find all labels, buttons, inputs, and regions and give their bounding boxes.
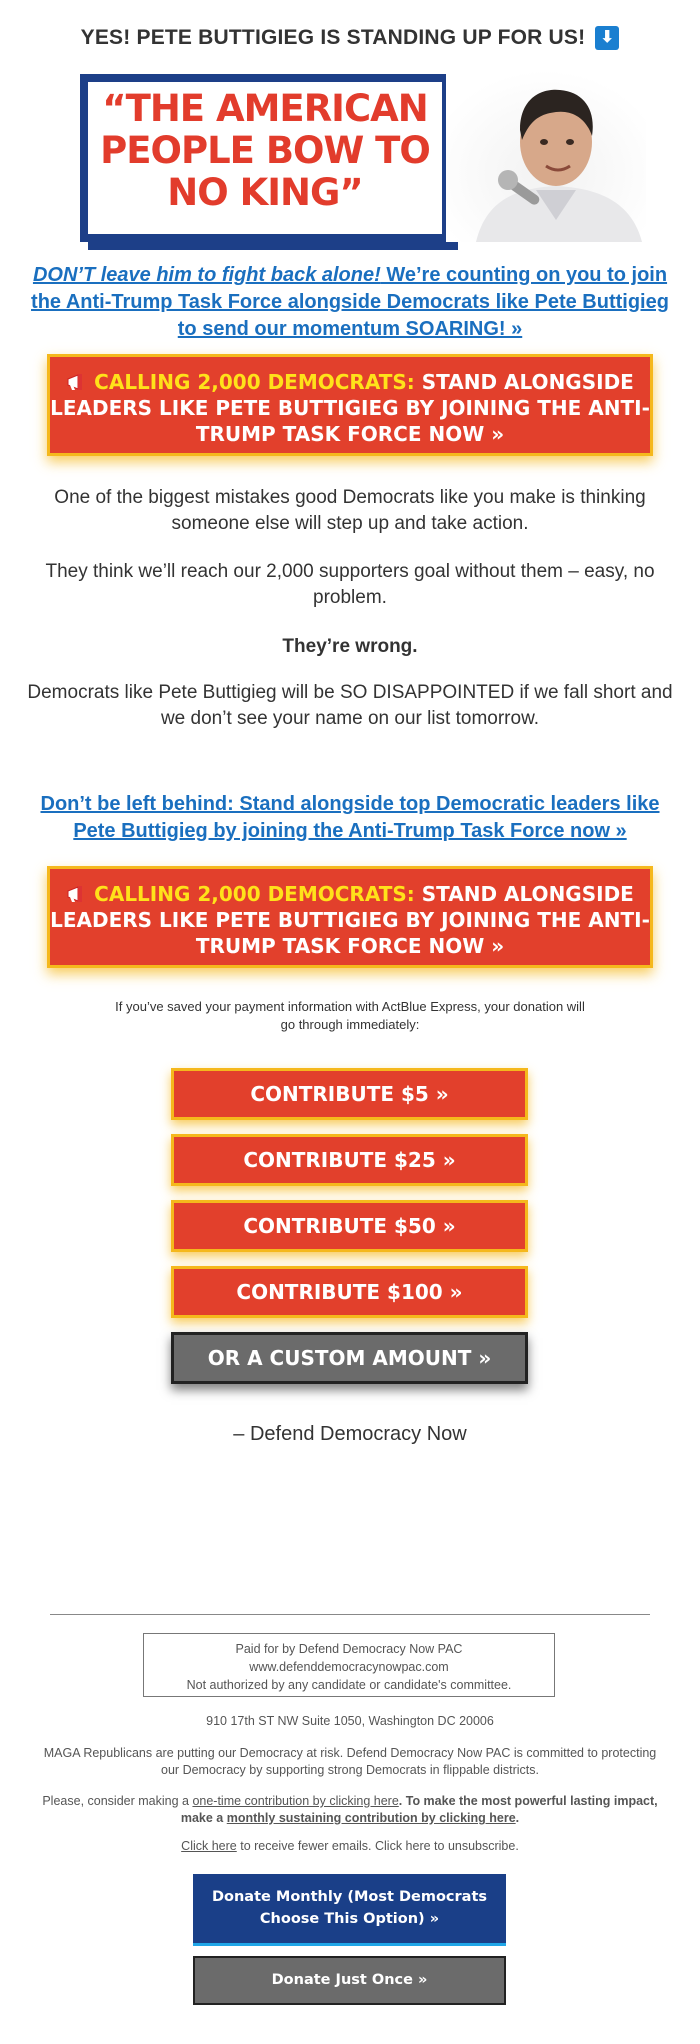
lead-link-italic[interactable]: DON’T leave him to fight back alone!: [32, 264, 381, 286]
megaphone-icon: [66, 373, 88, 391]
info-arrow-down-icon: ⬇: [595, 26, 619, 50]
cta-text: STAND ALONGSIDE LEADERS LIKE PETE BUTTIGIEG BY JOINING THE ANTI-TRUMP TASK FORCE NOW »: [50, 882, 650, 958]
mid-link[interactable]: Don’t be left behind: Stand alongside top Democratic leaders like Pete Buttigieg by joining the Anti-Trump Task Force now »: [40, 793, 660, 842]
donate-monthly-button[interactable]: [193, 1874, 506, 1946]
headline: [0, 26, 700, 50]
donate-monthly-line: Choose This Option) »: [259, 1911, 440, 1927]
contribute-5-button[interactable]: CONTRIBUTE $5 »: [171, 1068, 528, 1120]
website-line: www.defenddemocracynowpac.com: [249, 1660, 449, 1674]
not-authorized-line: Not authorized by any candidate or candidate's committee.: [186, 1678, 512, 1692]
cta-highlight: CALLING 2,000 DEMOCRATS:: [94, 882, 415, 906]
megaphone-icon: [66, 885, 88, 903]
footer-fewer-emails: [40, 1838, 660, 1855]
lead-link-rest[interactable]: We’re counting on you to join the Anti-Trump Task Force alongside Democrats like Pete Buttigieg to send our momentum SOARING! »: [31, 264, 669, 340]
actblue-note: If you’ve saved your payment information with ActBlue Express, your donation will go through immediately:: [115, 999, 585, 1032]
paid-for-line: Paid for by Defend Democracy Now PAC: [235, 1642, 463, 1656]
body-paragraph: One of the biggest mistakes good Democrats like you make is thinking someone else will step up and take action.: [54, 487, 646, 534]
contribute-50-button[interactable]: CONTRIBUTE $50 »: [171, 1200, 528, 1252]
body-paragraph: Democrats like Pete Buttigieg will be SO DISAPPOINTED if we fall short and we don’t see your name on our list tomorrow.: [27, 682, 673, 729]
hero-quote: [88, 88, 442, 214]
consider-text: Please, consider making a: [42, 1794, 193, 1808]
body-paragraph-bold: They’re wrong.: [282, 636, 418, 657]
footer-address: 910 17th ST NW Suite 1050, Washington DC 20006: [206, 1714, 494, 1728]
contribute-100-button[interactable]: CONTRIBUTE $100 »: [171, 1266, 528, 1318]
hero-quote-line: “THE AMERICAN: [102, 87, 428, 130]
lead-link[interactable]: [30, 262, 670, 343]
hero-quote-line: PEOPLE BOW TO: [100, 129, 430, 172]
consider-end: .: [515, 1811, 520, 1825]
donate-once-button[interactable]: Donate Just Once »: [193, 1956, 506, 2005]
task-force-cta-button[interactable]: [47, 866, 653, 968]
fewer-emails-link[interactable]: Click here: [181, 1839, 237, 1853]
body-paragraph: They think we’ll reach our 2,000 supporters goal without them – easy, no problem.: [45, 561, 655, 608]
footer-mission: MAGA Republicans are putting our Democracy at risk. Defend Democracy Now PAC is committed to protecting our Democracy by supporting strong Democrats in flippable districts.: [43, 1746, 657, 1777]
one-time-link[interactable]: one-time contribution by clicking here: [192, 1794, 399, 1808]
monthly-link[interactable]: monthly sustaining contribution by clicking here: [226, 1811, 516, 1825]
consider-text-bold: . To make the most powerful lasting impact, make a: [180, 1794, 658, 1825]
portrait-photo: [446, 70, 646, 242]
donate-monthly-line: Donate Monthly (Most Democrats: [211, 1889, 488, 1905]
custom-amount-button[interactable]: OR A CUSTOM AMOUNT »: [171, 1332, 528, 1384]
unsubscribe-text[interactable]: to receive fewer emails. Click here to unsubscribe.: [236, 1839, 519, 1853]
signature: – Defend Democracy Now: [233, 1423, 467, 1445]
footer-divider: [50, 1614, 650, 1615]
cta-highlight: CALLING 2,000 DEMOCRATS:: [94, 370, 415, 394]
hero-quote-box: [80, 74, 450, 242]
paid-for-box: [143, 1633, 555, 1697]
headline-text: YES! PETE BUTTIGIEG IS STANDING UP FOR US!: [80, 26, 586, 49]
hero-quote-line: NO KING”: [167, 171, 363, 214]
task-force-cta-button[interactable]: [47, 354, 653, 456]
footer-consider: [40, 1793, 660, 1827]
contribute-25-button[interactable]: CONTRIBUTE $25 »: [171, 1134, 528, 1186]
hero-banner[interactable]: [76, 70, 646, 242]
cta-text: STAND ALONGSIDE LEADERS LIKE PETE BUTTIGIEG BY JOINING THE ANTI-TRUMP TASK FORCE NOW »: [50, 370, 650, 446]
